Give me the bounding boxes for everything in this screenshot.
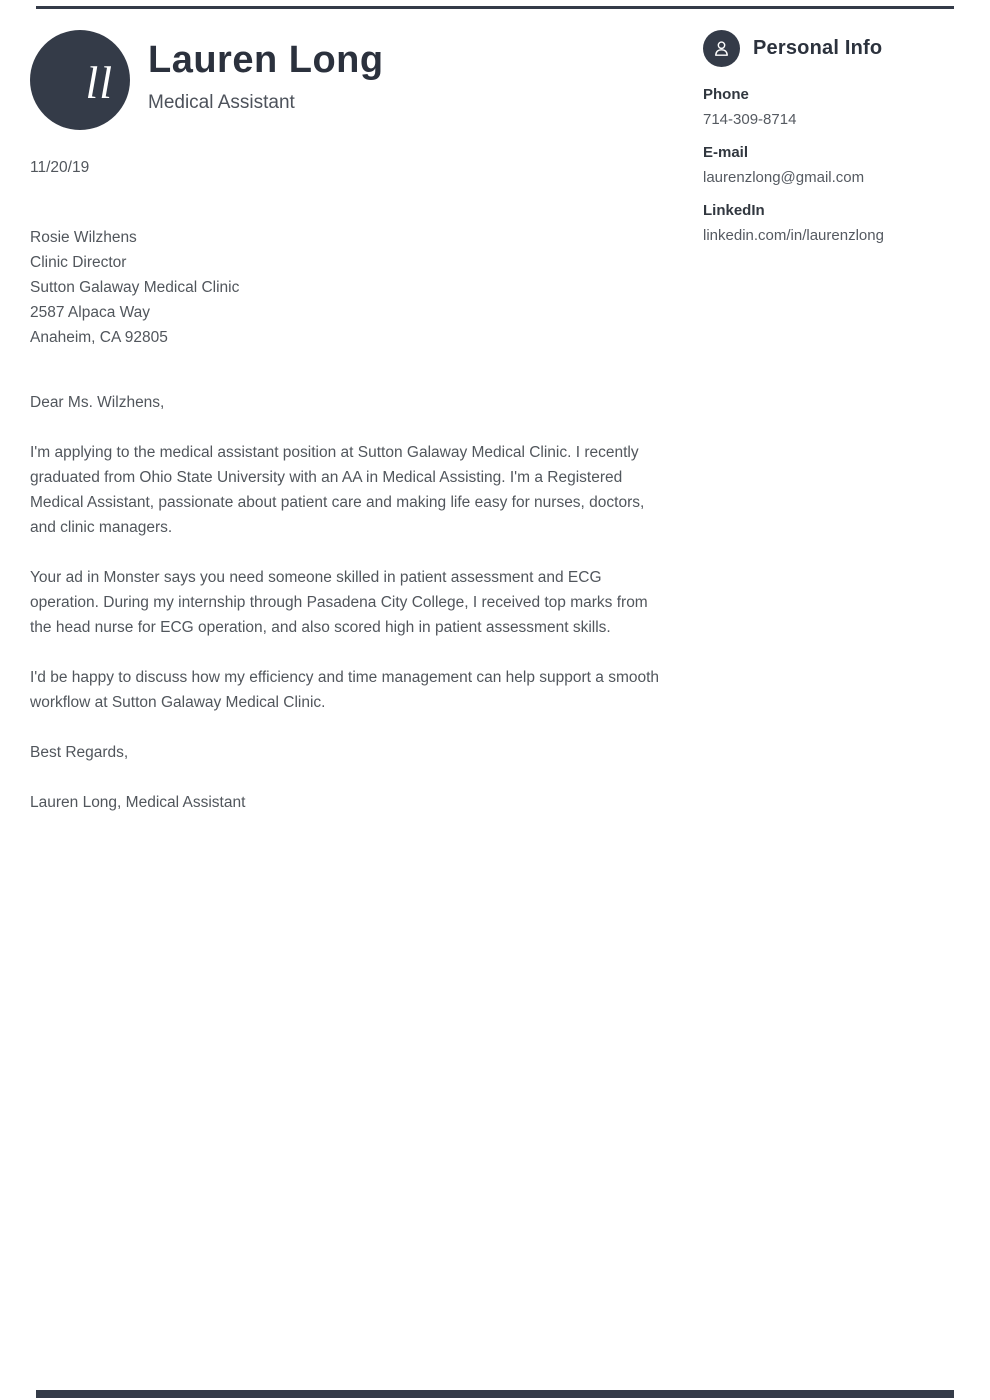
linkedin-label: LinkedIn	[703, 202, 765, 219]
email-label: E-mail	[703, 144, 749, 161]
linkedin-value: linkedin.com/in/laurenzlong	[703, 227, 884, 244]
header	[148, 38, 384, 115]
top-accent-rule	[36, 6, 954, 9]
avatar-initials: ll	[85, 57, 113, 108]
recipient-street: 2587 Alpaca Way	[30, 304, 151, 321]
email-value: laurenzlong@gmail.com	[703, 169, 865, 186]
bottom-accent-rule	[36, 1390, 954, 1398]
recipient-name: Rosie Wilzhens	[30, 229, 137, 246]
page-title: Lauren Long	[148, 39, 384, 81]
paragraph: I'm applying to the medical assistant position at Sutton Galaway Medical Clinic. I recently graduated from Ohio State University with an AA in Medical Assisting. I'm a Registered Medical Assistant, passionate about patient care and making life easy for nurses, doctors, and clinic managers.	[30, 444, 645, 536]
phone-label: Phone	[703, 86, 749, 103]
personal-info-title: Personal Info	[753, 37, 883, 59]
email-field	[703, 140, 963, 190]
signature: Lauren Long, Medical Assistant	[30, 794, 246, 811]
paragraph: I'd be happy to discuss how my efficiency and time management can help support a smooth workflow at Sutton Galaway Medical Clinic.	[30, 669, 660, 711]
closing: Best Regards,	[30, 744, 129, 761]
greeting: Dear Ms. Wilzhens,	[30, 394, 165, 411]
letter-date: 11/20/19	[30, 159, 90, 176]
letter-body	[30, 155, 664, 815]
recipient-block	[30, 225, 664, 350]
paragraph: Your ad in Monster says you need someone skilled in patient assessment and ECG operation. During my internship through Pasadena City College, I received top marks from the head nurse for ECG operation, and also scored high in patient assessment skills.	[30, 569, 648, 636]
personal-info-heading	[703, 30, 963, 67]
recipient-company: Sutton Galaway Medical Clinic	[30, 279, 240, 296]
recipient-title: Clinic Director	[30, 254, 127, 271]
personal-info-section	[703, 30, 963, 256]
phone-field	[703, 82, 963, 132]
avatar	[30, 30, 130, 130]
linkedin-field	[703, 198, 963, 248]
person-icon	[703, 30, 740, 67]
phone-value: 714-309-8714	[703, 111, 797, 128]
recipient-city: Anaheim, CA 92805	[30, 329, 168, 346]
job-title: Medical Assistant	[148, 92, 295, 113]
